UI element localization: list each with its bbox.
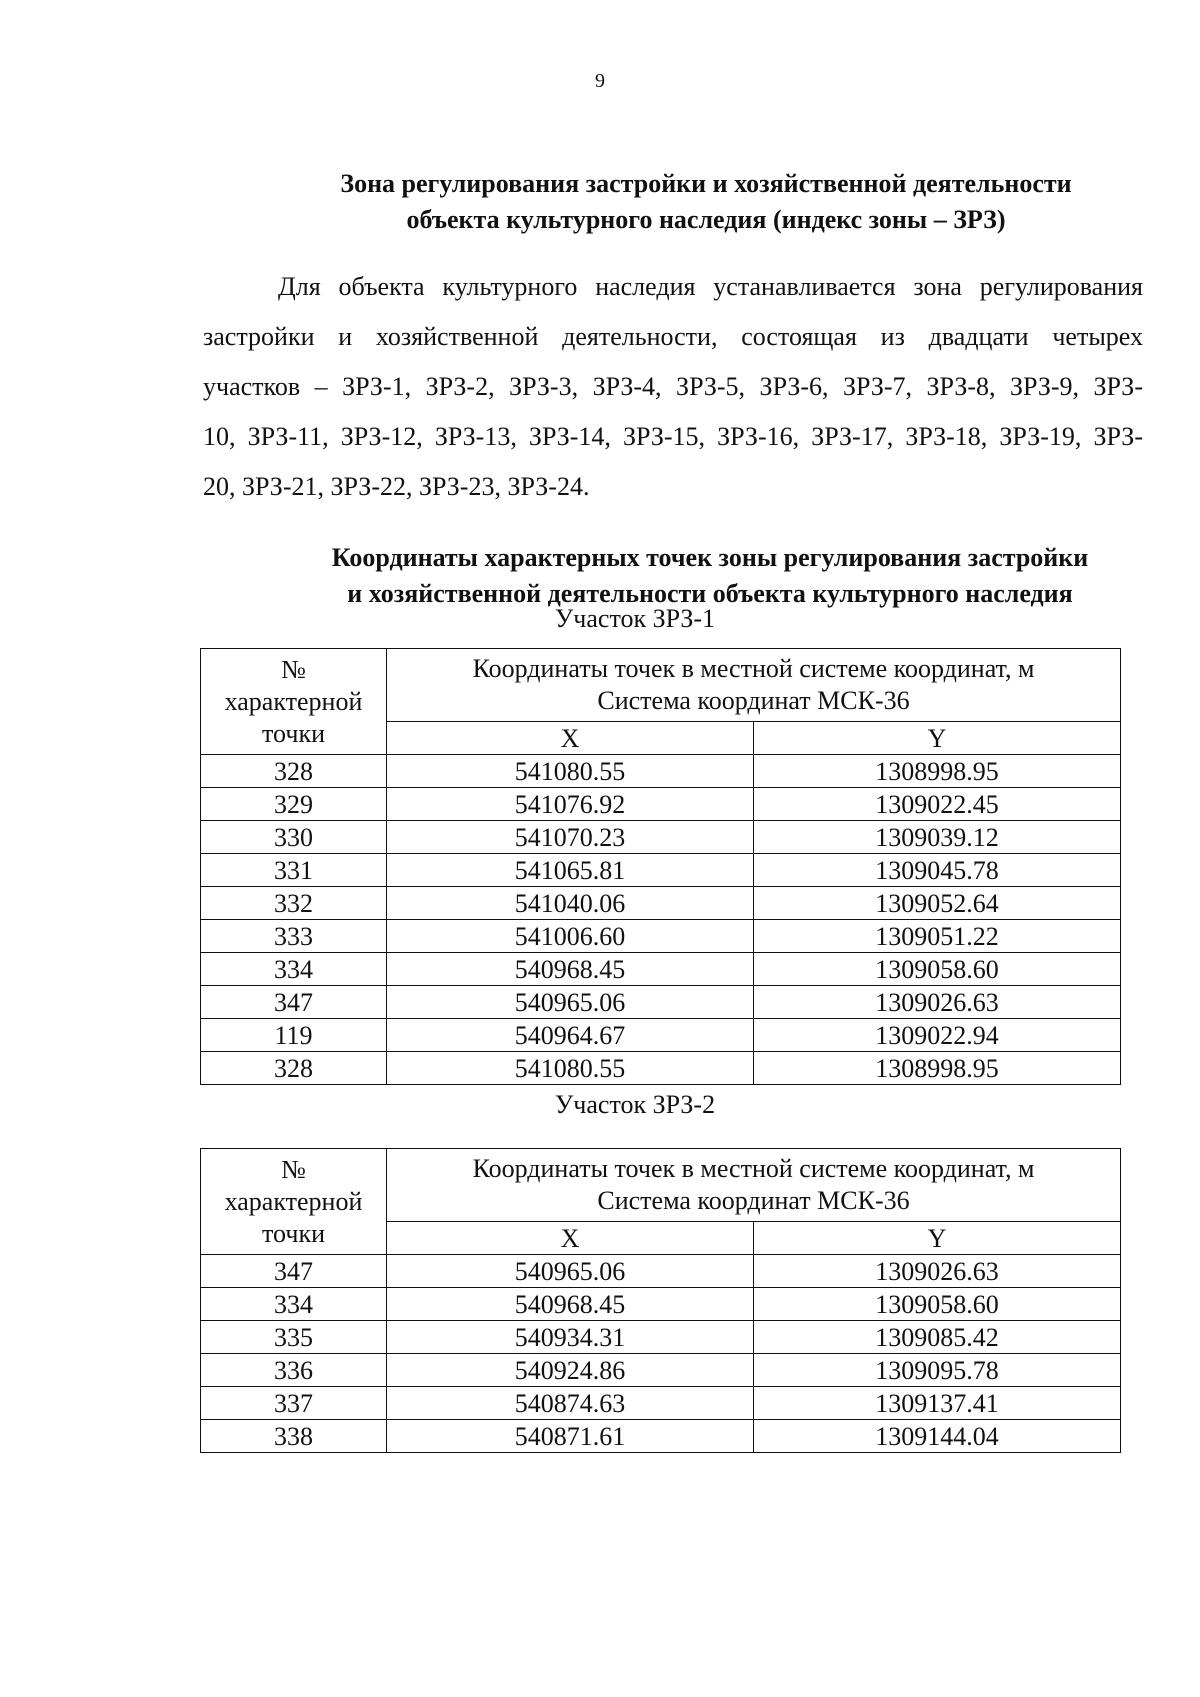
intro-line: Для объекта культурного наследия устанавливается зона регулирования (278, 272, 1143, 301)
point-number-cell: 331 (201, 854, 387, 887)
coords-heading (280, 540, 1140, 612)
x-coordinate-cell: 540874.63 (387, 1387, 754, 1420)
point-number-cell: 332 (201, 887, 387, 920)
point-number-cell: 330 (201, 821, 387, 854)
y-coordinate-cell: 1309022.45 (754, 788, 1121, 821)
zone-heading (296, 166, 1116, 238)
coordinates-table (200, 1148, 1121, 1453)
intro-line: 20, ЗРЗ-21, ЗРЗ-22, ЗРЗ-23, ЗРЗ-24. (203, 472, 590, 501)
table-row (201, 1387, 1121, 1420)
header-text: характерной (224, 1186, 363, 1216)
point-number-cell: 328 (201, 1052, 387, 1085)
point-number-cell: 334 (201, 953, 387, 986)
y-coordinate-cell: 1309026.63 (754, 1255, 1121, 1288)
table-row (201, 821, 1121, 854)
y-coordinate-cell: 1308998.95 (754, 1052, 1121, 1085)
table-row (201, 1321, 1121, 1354)
table-row (201, 1019, 1121, 1052)
table-row (201, 887, 1121, 920)
x-coordinate-cell: 540965.06 (387, 986, 754, 1019)
header-text: Координаты точек в местной системе координат, м (472, 654, 1035, 683)
x-header: X (387, 1222, 754, 1255)
x-coordinate-cell: 541080.55 (387, 1052, 754, 1085)
page-number: 9 (595, 70, 605, 92)
y-coordinate-cell: 1309045.78 (754, 854, 1121, 887)
header-text: № (281, 654, 306, 684)
table-row (201, 1255, 1121, 1288)
y-coordinate-cell: 1309052.64 (754, 887, 1121, 920)
table-body (201, 755, 1121, 1085)
point-number-cell: 347 (201, 986, 387, 1019)
x-coordinate-cell: 540968.45 (387, 1288, 754, 1321)
x-coordinate-cell: 540871.61 (387, 1420, 754, 1453)
point-number-cell: 328 (201, 755, 387, 788)
x-coordinate-cell: 540968.45 (387, 953, 754, 986)
table-row (201, 1420, 1121, 1453)
header-text: Система координат МСК-36 (597, 686, 910, 715)
section-title: Участок ЗРЗ-2 (554, 1090, 716, 1119)
header-text: Координаты точек в местной системе координат, м (472, 1154, 1035, 1183)
point-number-header (201, 1149, 387, 1255)
table-row (201, 986, 1121, 1019)
zone-heading-line: Зона регулирования застройки и хозяйственной деятельности (340, 169, 1072, 198)
intro-line: 10, ЗРЗ-11, ЗРЗ-12, ЗРЗ-13, ЗРЗ-14, ЗРЗ-15, ЗРЗ-16, ЗРЗ-17, ЗРЗ-18, ЗРЗ-19, ЗРЗ- (203, 422, 1143, 451)
table-body (201, 1255, 1121, 1453)
y-coordinate-cell: 1309095.78 (754, 1354, 1121, 1387)
point-number-cell: 333 (201, 920, 387, 953)
header-text: точки (262, 718, 325, 748)
coordinates-header (387, 649, 1121, 722)
y-coordinate-cell: 1309144.04 (754, 1420, 1121, 1453)
table-row (201, 920, 1121, 953)
x-coordinate-cell: 541040.06 (387, 887, 754, 920)
zone-heading-line: объекта культурного наследия (индекс зоны – ЗРЗ) (406, 205, 1006, 234)
coordinates-header (387, 1149, 1121, 1222)
y-coordinate-cell: 1309137.41 (754, 1387, 1121, 1420)
y-coordinate-cell: 1309039.12 (754, 821, 1121, 854)
table-row (201, 1354, 1121, 1387)
x-coordinate-cell: 541065.81 (387, 854, 754, 887)
point-number-cell: 337 (201, 1387, 387, 1420)
header-text: характерной (224, 686, 363, 716)
x-coordinate-cell: 540934.31 (387, 1321, 754, 1354)
point-number-cell: 338 (201, 1420, 387, 1453)
x-coordinate-cell: 541006.60 (387, 920, 754, 953)
table-row (201, 788, 1121, 821)
x-coordinate-cell: 541070.23 (387, 821, 754, 854)
y-coordinate-cell: 1309058.60 (754, 953, 1121, 986)
x-coordinate-cell: 540924.86 (387, 1354, 754, 1387)
header-text: № (281, 1154, 306, 1184)
x-coordinate-cell: 540965.06 (387, 1255, 754, 1288)
point-number-cell: 119 (201, 1019, 387, 1052)
section-title: Участок ЗРЗ-1 (554, 604, 716, 633)
header-text: точки (262, 1218, 325, 1248)
table-row (201, 755, 1121, 788)
table-row (201, 1288, 1121, 1321)
y-coordinate-cell: 1309085.42 (754, 1321, 1121, 1354)
point-number-header (201, 649, 387, 755)
point-number-cell: 347 (201, 1255, 387, 1288)
point-number-cell: 329 (201, 788, 387, 821)
point-number-cell: 334 (201, 1288, 387, 1321)
intro-line: участков – ЗРЗ-1, ЗРЗ-2, ЗРЗ-3, ЗРЗ-4, ЗРЗ-5, ЗРЗ-6, ЗРЗ-7, ЗРЗ-8, ЗРЗ-9, ЗРЗ- (203, 372, 1143, 401)
coordinates-table (200, 648, 1121, 1085)
coords-heading-line: и хозяйственной деятельности объекта культурного наследия (347, 579, 1073, 608)
point-number-cell: 336 (201, 1354, 387, 1387)
y-header: Y (754, 722, 1121, 755)
header-text: Система координат МСК-36 (597, 1186, 910, 1215)
y-coordinate-cell: 1309051.22 (754, 920, 1121, 953)
x-coordinate-cell: 541076.92 (387, 788, 754, 821)
point-number-cell: 335 (201, 1321, 387, 1354)
table-row (201, 1052, 1121, 1085)
x-header: X (387, 722, 754, 755)
y-coordinate-cell: 1309058.60 (754, 1288, 1121, 1321)
table-row (201, 953, 1121, 986)
x-coordinate-cell: 541080.55 (387, 755, 754, 788)
y-coordinate-cell: 1309022.94 (754, 1019, 1121, 1052)
y-coordinate-cell: 1309026.63 (754, 986, 1121, 1019)
x-coordinate-cell: 540964.67 (387, 1019, 754, 1052)
intro-paragraph (203, 262, 1143, 512)
y-coordinate-cell: 1308998.95 (754, 755, 1121, 788)
intro-line: застройки и хозяйственной деятельности, состоящая из двадцати четырех (203, 322, 1143, 351)
table-row (201, 854, 1121, 887)
coords-heading-line: Координаты характерных точек зоны регулирования застройки (331, 543, 1089, 572)
y-header: Y (754, 1222, 1121, 1255)
